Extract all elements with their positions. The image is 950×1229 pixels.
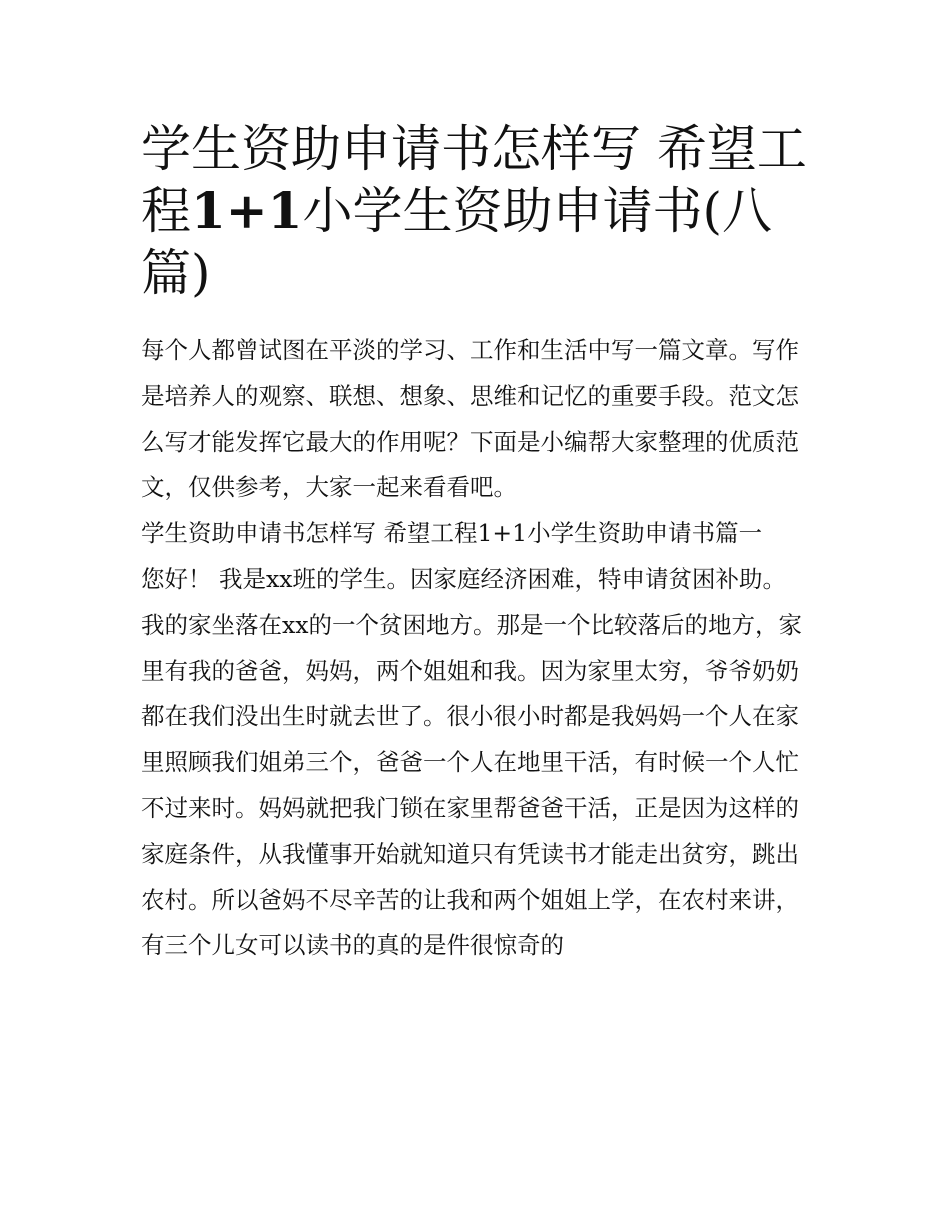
body-paragraph: 我的家坐落在xx的一个贫困地方。那是一个比较落后的地方，家里有我的爸爸，妈妈，两个姐姐和我。因为家里太穷，爷爷奶奶都在我们没出生时就去世了。很小很小时都是我妈妈一个人在家里照顾我们姐弟三个，爸爸一个人在地里干活，有时候一个人忙不过来时。妈妈就把我门锁在家里帮爸爸干活，正是因为这样的家庭条件，从我懂事开始就知道只有凭读书才能走出贫穷，跳出农村。所以爸妈不尽辛苦的让我和两个姐姐上学，在农村来讲，有三个儿女可以读书的真的是件很惊奇的 xyxy=(141,610,803,960)
greeting-paragraph: 您好！ 我是xx班的学生。因家庭经济困难，特申请贫困补助。 xyxy=(141,564,786,593)
title-part-3: 小学生资助申请书(八篇) xyxy=(141,182,772,302)
document-body xyxy=(141,328,813,969)
intro-paragraph: 每个人都曾试图在平淡的学习、工作和生活中写一篇文章。写作是培养人的观察、联想、想象、思维和记忆的重要手段。范文怎么写才能发挥它最大的作用呢？下面是小编帮大家整理的优质范文，仅供参考，大家一起来看看吧。 xyxy=(141,336,799,502)
section-heading: 学生资助申请书怎样写 希望工程1+1小学生资助申请书篇一 xyxy=(141,519,763,548)
document-title xyxy=(141,118,821,304)
title-part-1: 学生资助申请书怎样写 希望工程 xyxy=(141,120,807,240)
title-part-2: 1+1 xyxy=(191,181,303,240)
